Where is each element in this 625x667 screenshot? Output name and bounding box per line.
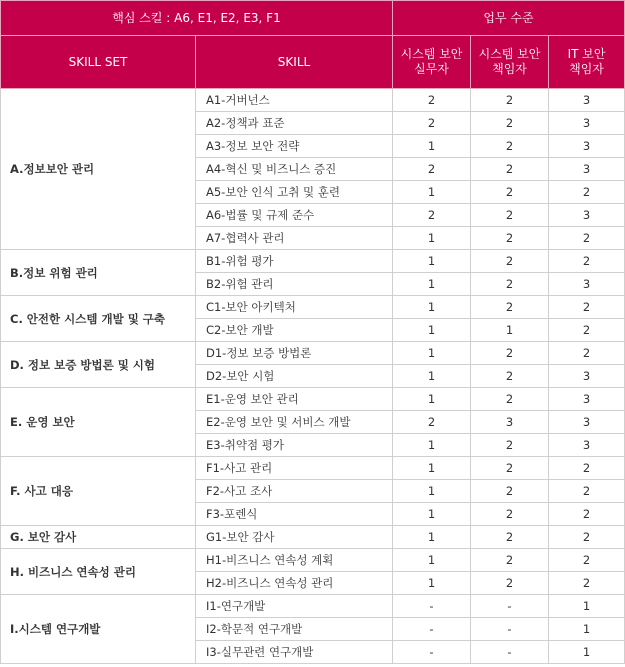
level-value-cell: 2 [471, 457, 549, 480]
level-line: 시스템 보안 [400, 47, 463, 61]
table-row [1, 342, 625, 365]
level-value-cell: 1 [393, 135, 471, 158]
level-value-cell: 1 [393, 457, 471, 480]
table-row [1, 296, 625, 319]
level-value-cell: 2 [549, 503, 625, 526]
core-skills-header: 핵심 스킬 : A6, E1, E2, E3, F1 [1, 1, 393, 36]
level-value-cell: 3 [549, 411, 625, 434]
level-value-cell: 3 [549, 434, 625, 457]
level-value-cell: 1 [393, 365, 471, 388]
level-value-cell: 1 [393, 342, 471, 365]
skill-cell: A4-혁신 및 비즈니스 증진 [196, 158, 393, 181]
level-value-cell: 2 [471, 204, 549, 227]
level-value-cell: 3 [549, 135, 625, 158]
level-line: 책임자 [492, 62, 527, 76]
level-value-cell: 2 [471, 365, 549, 388]
level-value-cell: - [471, 618, 549, 641]
skill-set-cell: C. 안전한 시스템 개발 및 구축 [1, 296, 196, 342]
skill-set-header: SKILL SET [1, 36, 196, 89]
level-value-cell: 1 [393, 227, 471, 250]
level-value-cell: 2 [471, 342, 549, 365]
level-value-cell: 2 [549, 572, 625, 595]
level-value-cell: 2 [549, 250, 625, 273]
level-value-cell: 1 [393, 319, 471, 342]
level-value-cell: - [393, 641, 471, 664]
level-value-cell: 1 [393, 273, 471, 296]
skill-cell: I2-학문적 연구개발 [196, 618, 393, 641]
level-value-cell: 1 [393, 480, 471, 503]
level-value-cell: 2 [549, 480, 625, 503]
level-header-manager [471, 36, 549, 89]
level-value-cell: - [393, 595, 471, 618]
level-value-cell: 2 [471, 503, 549, 526]
level-line: 시스템 보안 [478, 47, 541, 61]
level-value-cell: 2 [471, 135, 549, 158]
level-value-cell: 2 [549, 319, 625, 342]
level-value-cell: - [471, 595, 549, 618]
skill-cell: B1-위험 평가 [196, 250, 393, 273]
skill-cell: E1-운영 보안 관리 [196, 388, 393, 411]
table-header [1, 1, 625, 89]
level-value-cell: 2 [549, 457, 625, 480]
level-value-cell: 2 [471, 181, 549, 204]
skill-set-cell: H. 비즈니스 연속성 관리 [1, 549, 196, 595]
skill-cell: C1-보안 아키텍처 [196, 296, 393, 319]
level-value-cell: 2 [393, 204, 471, 227]
level-value-cell: 1 [393, 549, 471, 572]
level-value-cell: 1 [393, 572, 471, 595]
level-value-cell: 1 [549, 595, 625, 618]
table-body [1, 89, 625, 664]
skill-cell: A2-정책과 표준 [196, 112, 393, 135]
skill-cell: E2-운영 보안 및 서비스 개발 [196, 411, 393, 434]
level-value-cell: 2 [471, 250, 549, 273]
level-value-cell: 3 [471, 411, 549, 434]
level-header-practitioner [393, 36, 471, 89]
level-value-cell: 2 [393, 158, 471, 181]
job-level-header: 업무 수준 [393, 1, 625, 36]
level-value-cell: 2 [471, 273, 549, 296]
level-value-cell: 1 [393, 503, 471, 526]
level-value-cell: 1 [549, 618, 625, 641]
level-value-cell: 2 [471, 296, 549, 319]
skill-cell: A3-정보 보안 전략 [196, 135, 393, 158]
table-row [1, 457, 625, 480]
level-value-cell: 2 [549, 526, 625, 549]
level-value-cell: 3 [549, 273, 625, 296]
level-value-cell: 3 [549, 365, 625, 388]
skill-cell: H2-비즈니스 연속성 관리 [196, 572, 393, 595]
level-value-cell: 2 [471, 572, 549, 595]
skill-set-cell: G. 보안 감사 [1, 526, 196, 549]
level-line: IT 보안 [567, 47, 606, 61]
skill-header: SKILL [196, 36, 393, 89]
table-row [1, 89, 625, 112]
skill-cell: D2-보안 시험 [196, 365, 393, 388]
level-value-cell: 1 [471, 319, 549, 342]
skill-cell: C2-보안 개발 [196, 319, 393, 342]
level-value-cell: 1 [393, 181, 471, 204]
skill-cell: F1-사고 관리 [196, 457, 393, 480]
skill-set-cell: A.정보보안 관리 [1, 89, 196, 250]
level-value-cell: 2 [549, 296, 625, 319]
skill-set-cell: F. 사고 대응 [1, 457, 196, 526]
skill-cell: F2-사고 조사 [196, 480, 393, 503]
level-value-cell: 1 [393, 250, 471, 273]
level-value-cell: 1 [393, 526, 471, 549]
level-value-cell: 1 [393, 388, 471, 411]
skill-cell: G1-보안 감사 [196, 526, 393, 549]
level-value-cell: - [471, 641, 549, 664]
level-line: 책임자 [569, 62, 604, 76]
table-row [1, 549, 625, 572]
skill-cell: E3-취약점 평가 [196, 434, 393, 457]
table-row [1, 250, 625, 273]
level-value-cell: 3 [549, 112, 625, 135]
level-value-cell: 2 [471, 227, 549, 250]
table-row [1, 388, 625, 411]
skill-cell: I1-연구개발 [196, 595, 393, 618]
skill-cell: D1-정보 보증 방법론 [196, 342, 393, 365]
level-header-it-manager [549, 36, 625, 89]
skill-cell: A1-거버넌스 [196, 89, 393, 112]
table-row [1, 526, 625, 549]
skill-cell: A7-협력사 관리 [196, 227, 393, 250]
level-value-cell: 2 [471, 434, 549, 457]
level-value-cell: 2 [549, 227, 625, 250]
level-value-cell: - [393, 618, 471, 641]
skill-cell: A6-법률 및 규제 준수 [196, 204, 393, 227]
level-value-cell: 2 [549, 342, 625, 365]
skill-cell: B2-위험 관리 [196, 273, 393, 296]
level-value-cell: 2 [471, 112, 549, 135]
level-value-cell: 2 [549, 181, 625, 204]
level-value-cell: 2 [471, 388, 549, 411]
level-value-cell: 3 [549, 158, 625, 181]
skill-set-cell: I.시스템 연구개발 [1, 595, 196, 664]
skill-cell: F3-포렌식 [196, 503, 393, 526]
level-value-cell: 3 [549, 204, 625, 227]
skill-set-cell: B.정보 위험 관리 [1, 250, 196, 296]
level-value-cell: 3 [549, 89, 625, 112]
level-value-cell: 2 [549, 549, 625, 572]
skill-set-cell: D. 정보 보증 방법론 및 시험 [1, 342, 196, 388]
skill-cell: H1-비즈니스 연속성 계획 [196, 549, 393, 572]
level-value-cell: 2 [471, 549, 549, 572]
level-value-cell: 2 [393, 89, 471, 112]
skill-set-cell: E. 운영 보안 [1, 388, 196, 457]
level-value-cell: 2 [471, 526, 549, 549]
level-value-cell: 1 [393, 434, 471, 457]
level-line: 실무자 [414, 62, 449, 76]
level-value-cell: 2 [471, 89, 549, 112]
level-value-cell: 1 [549, 641, 625, 664]
level-value-cell: 1 [393, 296, 471, 319]
skill-cell: A5-보안 인식 고취 및 훈련 [196, 181, 393, 204]
table-row [1, 595, 625, 618]
level-value-cell: 3 [549, 388, 625, 411]
level-value-cell: 2 [471, 480, 549, 503]
level-value-cell: 2 [393, 112, 471, 135]
level-value-cell: 2 [393, 411, 471, 434]
skill-cell: I3-실무관련 연구개발 [196, 641, 393, 664]
level-value-cell: 2 [471, 158, 549, 181]
